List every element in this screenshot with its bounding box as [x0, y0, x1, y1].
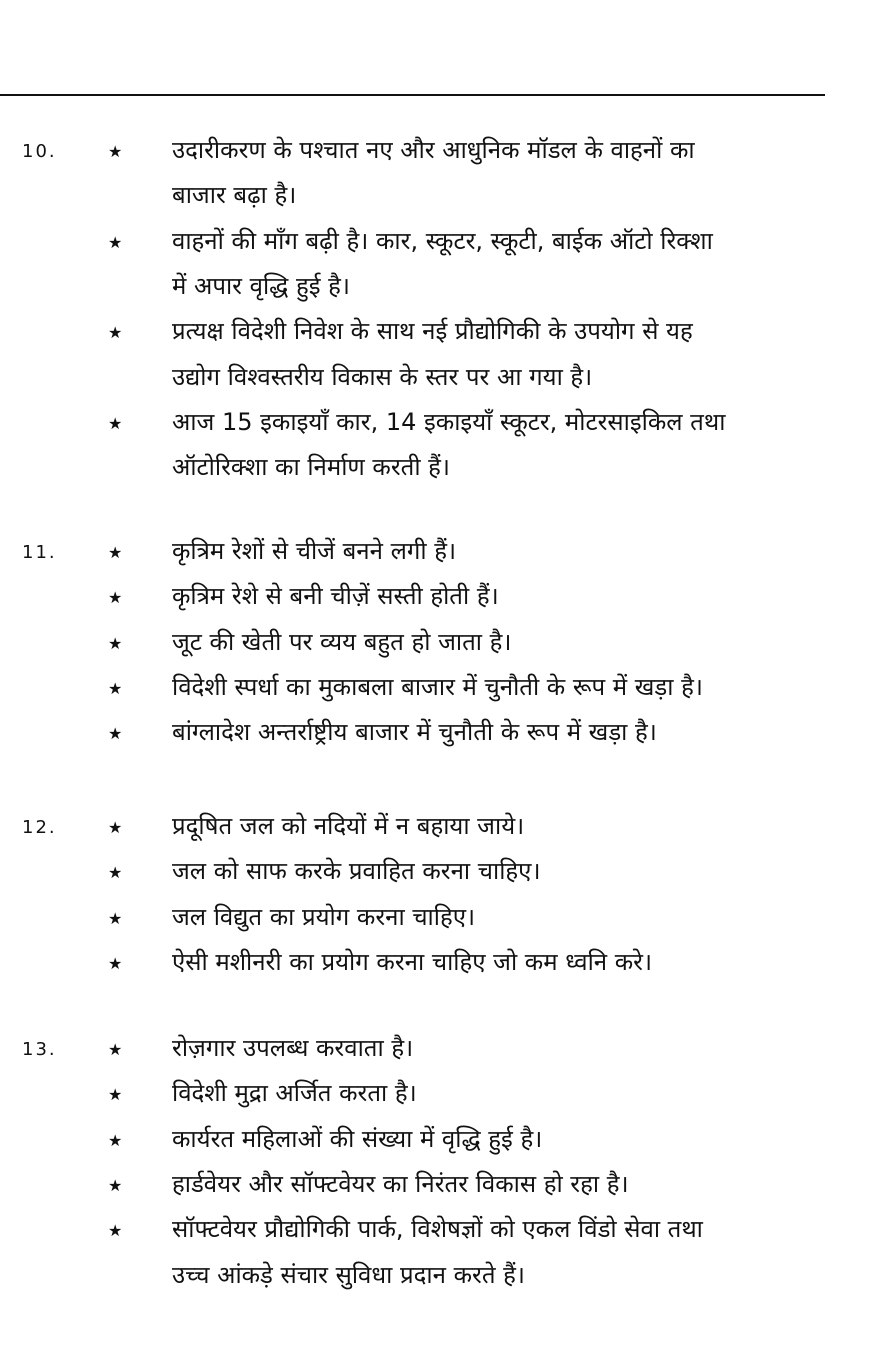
question-number: 11.	[22, 542, 57, 563]
star-bullet-icon: ★	[108, 1130, 123, 1150]
answer-line: कृत्रिम रेशे से बनी चीज़ें सस्ती होती हैं।	[172, 582, 499, 611]
star-bullet-icon: ★	[108, 543, 123, 562]
answer-line: हार्डवेयर और सॉफ्टवेयर का निरंतर विकास हो रहा है।	[172, 1169, 629, 1198]
answer-line: ऐसी मशीनरी का प्रयोग करना चाहिए जो कम ध्वनि करे।	[172, 947, 653, 976]
answer-line: प्रदूषित जल को नदियों में न बहाया जाये।	[172, 812, 525, 840]
answer-line: कृत्रिम रेशों से चीजें बनने लगी हैं।	[172, 537, 457, 565]
star-bullet-icon: ★	[108, 588, 123, 608]
question-number: 13.	[22, 1039, 57, 1060]
star-bullet-icon: ★	[108, 953, 123, 973]
answer-line: बाजार बढ़ा है।	[172, 181, 297, 210]
star-bullet-icon: ★	[108, 413, 123, 433]
star-bullet-icon: ★	[108, 142, 123, 161]
answer-line: जल विद्युत का प्रयोग करना चाहिए।	[172, 902, 476, 931]
star-bullet-icon: ★	[108, 863, 123, 883]
star-bullet-icon: ★	[108, 1085, 123, 1105]
answer-line: ऑटोरिक्शा का निर्माण करती हैं।	[172, 453, 451, 482]
question-number: 10.	[22, 141, 57, 162]
answer-line: कार्यरत महिलाओं की संख्या में वृद्धि हुई है।	[172, 1124, 543, 1153]
answer-line: उद्योग विश्वस्तरीय विकास के स्तर पर आ गया है।	[172, 362, 593, 391]
answer-line: रोज़गार उपलब्ध करवाता है।	[172, 1034, 414, 1062]
star-bullet-icon: ★	[108, 1221, 123, 1241]
star-bullet-icon: ★	[108, 633, 123, 653]
star-bullet-icon: ★	[108, 908, 123, 928]
answer-line: बांग्लादेश अन्तर्राष्ट्रीय बाजार में चुनौती के रूप में खड़ा है।	[172, 718, 657, 747]
star-bullet-icon: ★	[108, 818, 123, 837]
answer-line: उदारीकरण के पश्चात नए और आधुनिक मॉडल के वाहनों का	[172, 136, 695, 164]
star-bullet-icon: ★	[108, 232, 123, 252]
answer-line: जूट की खेती पर व्यय बहुत हो जाता है।	[172, 627, 512, 656]
answer-line: वाहनों की माँग बढ़ी है। कार, स्कूटर, स्कूटी, बाईक ऑटो रिक्शा	[172, 226, 713, 255]
answer-line: सॉफ्टवेयर प्रौद्योगिकी पार्क, विशेषज्ञों को एकल विंडो सेवा तथा	[172, 1215, 703, 1244]
star-bullet-icon: ★	[108, 323, 123, 343]
header-rule	[0, 94, 825, 96]
star-bullet-icon: ★	[108, 1175, 123, 1195]
answer-line: में अपार वृद्धि हुई है।	[172, 271, 350, 300]
question-number: 12.	[22, 817, 57, 838]
star-bullet-icon: ★	[108, 724, 123, 744]
answer-line: विदेशी स्पर्धा का मुकाबला बाजार में चुनौती के रूप में खड़ा है।	[172, 672, 703, 701]
answer-line: विदेशी मुद्रा अर्जित करता है।	[172, 1079, 417, 1108]
star-bullet-icon: ★	[108, 1040, 123, 1059]
answer-line: प्रत्यक्ष विदेशी निवेश के साथ नई प्रौद्योगिकी के उपयोग से यह	[172, 317, 693, 346]
answer-line: जल को साफ करके प्रवाहित करना चाहिए।	[172, 857, 541, 886]
answer-line: उच्च आंकड़े संचार सुविधा प्रदान करते हैं।	[172, 1260, 525, 1289]
star-bullet-icon: ★	[108, 678, 123, 698]
answer-line: आज 15 इकाइयाँ कार, 14 इकाइयाँ स्कूटर, मोटरसाइकिल तथा	[172, 407, 726, 436]
